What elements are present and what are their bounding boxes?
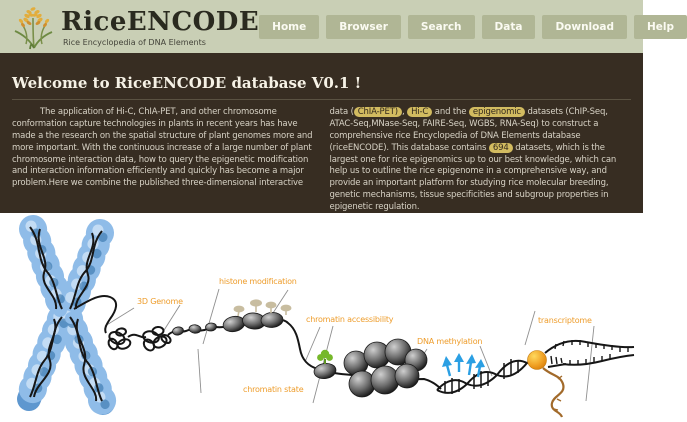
nav-help-button[interactable]: Help [634,15,687,39]
chromatin-knot-2 [142,327,172,353]
label-histone-modification: histone modification [219,277,297,286]
histone-marks [234,299,292,316]
rice-grains-shadow [20,20,48,28]
nav-download-button[interactable]: Download [542,15,627,39]
intro-text-run: , [401,107,408,117]
intro-text-run: and the [432,107,469,117]
label-dna-methylation: DNA methylation [417,337,483,346]
intro-text-run: data ( [329,107,354,117]
label-chromatin-state: chromatin state [243,385,304,394]
nav-browser-button[interactable]: Browser [326,15,401,39]
rna-strand [543,368,563,417]
accessibility-mark [313,350,337,380]
genome-illustration [0,213,643,422]
site-subtitle: Rice Encyclopedia of DNA Elements [63,37,206,47]
nav-data-button[interactable]: Data [482,15,536,39]
rna-polymerase [528,351,547,370]
chromatin-cluster [344,339,427,397]
highlight-dataset-count: 694 [489,143,513,153]
nav-search-button[interactable]: Search [408,15,475,39]
intro-text-run: datasets, which is the largest one for rice epigenomics up to our best knowledge, which can help us to outline the rice epigenome in a comprehensive way, and provide an important platform for studying rice molecular breeding, genetic mechanisms, tissue specificities and subgroup properties in epigenetic regulation. [329,142,617,213]
rice-grains [18,6,50,23]
site-logo[interactable] [12,4,259,50]
transcription-bubble [545,340,634,367]
label-3d-genome: 3D Genome [137,297,183,306]
intro-paragraph-left: The application of Hi-C, ChIA-PET, and other chromosome conformation capture technologies in plants in recent years has have made a the research on the spatial structure of plant genomes more and more important. With the continuous increase of a large number of plant chromosome interaction data, how to query the epigenetic modification and interaction information efficiently and quickly has become a major problem.Here we combine the published three-dimensional interactive [12,107,313,189]
intro-text-run: datasets (ChIP-Seq, ATAC-Seq,MNase-Seq, FAIRE-Seq, WGBS, RNA-Seq) to construct a comprehensive rice Encyclopedia of DNA Elements database (riceENCODE). This database contains [329,107,608,153]
methylation-arrows [442,353,485,377]
label-transcriptome: transcriptome [538,316,592,325]
nucleosome-beads [172,312,284,336]
label-chromatin-accessibility: chromatin accessibility [306,315,394,324]
main-nav [259,15,687,39]
highlight-chia-pet: ChIA-PET) [354,107,402,117]
chromatin-knot-1 [107,328,132,351]
site-title: RiceENCODE [61,7,260,38]
welcome-columns [12,107,631,214]
welcome-divider [12,99,631,100]
intro-paragraph-right [330,107,632,214]
nav-home-button[interactable]: Home [259,15,319,39]
site-header [0,0,675,53]
highlight-hi-c: Hi-C [407,107,432,117]
highlight-epigenomic: epigenomic [469,107,525,117]
welcome-section [0,53,643,213]
welcome-title: Welcome to RiceENCODE database V0.1 ! [12,74,362,92]
rice-plant-icon [12,4,56,50]
